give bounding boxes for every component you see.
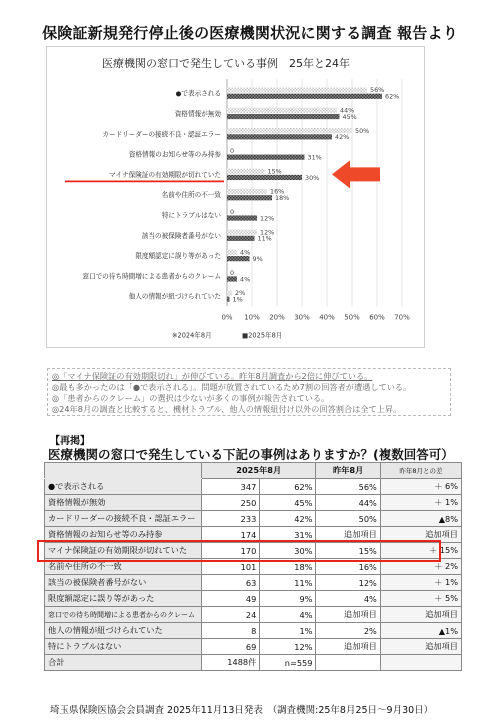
table-row bbox=[45, 575, 462, 591]
bar-2025 bbox=[227, 134, 332, 139]
row-percent: 4% bbox=[260, 607, 316, 623]
row-count: 170 bbox=[202, 543, 260, 559]
highlight-arrow bbox=[332, 160, 380, 188]
data-label-2024: 0 bbox=[230, 268, 235, 277]
table-row bbox=[45, 591, 462, 607]
row-count: 101 bbox=[202, 559, 260, 575]
data-label-2025: 42% bbox=[335, 133, 350, 142]
row-diff bbox=[380, 655, 461, 671]
data-label-2024: 15% bbox=[267, 167, 282, 176]
bar-2025 bbox=[227, 297, 230, 302]
row-percent: 1% bbox=[260, 623, 316, 639]
row-percent: 45% bbox=[260, 495, 316, 511]
row-percent: 31% bbox=[260, 527, 316, 543]
row-label: ●で表示される bbox=[45, 479, 202, 495]
bar-2025 bbox=[227, 195, 272, 200]
bar-2024 bbox=[227, 230, 257, 235]
category-label: 窓口での待ち時間増による患者からのクレーム bbox=[82, 272, 221, 281]
data-label-2025: 1% bbox=[232, 295, 243, 304]
table-row bbox=[45, 623, 462, 639]
row-count: 1488件 bbox=[202, 655, 260, 671]
row-diff: 追加項目 bbox=[380, 527, 461, 543]
note-2: ◎最も多かったのは「●で表示される」。問題が放置されているため7割の回答者が遭遇している。 bbox=[52, 382, 412, 392]
row-prev: 2% bbox=[316, 623, 380, 639]
row-prev: 56% bbox=[316, 479, 380, 495]
table-row bbox=[45, 639, 462, 655]
row-label: 資格情報が無効 bbox=[45, 495, 202, 511]
data-label-2025: 30% bbox=[305, 173, 320, 182]
row-percent: 62% bbox=[260, 479, 316, 495]
data-label-2025: 18% bbox=[275, 194, 290, 203]
row-prev: 追加項目 bbox=[316, 607, 380, 623]
reprint-tag: 【再掲】 bbox=[50, 436, 90, 447]
data-label-2024: 2% bbox=[235, 289, 246, 298]
data-label-2025: 11% bbox=[257, 234, 272, 243]
row-diff: ▲8% bbox=[380, 511, 461, 527]
table-row bbox=[45, 479, 462, 495]
table-row bbox=[45, 655, 462, 671]
row-prev: 12% bbox=[316, 575, 380, 591]
data-label-2024: 56% bbox=[370, 86, 385, 95]
highlight-box bbox=[37, 540, 441, 562]
row-label: 窓口での待ち時間増による患者からのクレーム bbox=[45, 607, 202, 623]
data-label-2024: 0 bbox=[230, 147, 235, 156]
row-label: 合計 bbox=[45, 655, 202, 671]
table-row bbox=[45, 511, 462, 527]
bar-2024 bbox=[227, 128, 352, 133]
question-heading: 医療機関の窓口で発生している下記の事例はありますか？(複数回答可） bbox=[48, 447, 454, 462]
row-percent: 18% bbox=[260, 559, 316, 575]
row-label: 資格情報のお知らせ等のみ持参 bbox=[45, 527, 202, 543]
data-label-2024: 44% bbox=[340, 106, 355, 115]
bar-2025 bbox=[227, 256, 250, 261]
row-percent: 9% bbox=[260, 591, 316, 607]
legend-2024: ※2024年8月 bbox=[172, 331, 212, 340]
bar-2025 bbox=[227, 175, 302, 180]
row-prev bbox=[316, 655, 380, 671]
data-label-2025: 31% bbox=[307, 153, 322, 162]
bar-2024 bbox=[227, 169, 265, 174]
row-diff: 追加項目 bbox=[380, 639, 461, 655]
category-label: 限度額認定に誤り等があった bbox=[135, 252, 221, 261]
data-label-2025: 9% bbox=[252, 254, 263, 263]
x-tick-label: 20% bbox=[269, 313, 285, 322]
row-label: 他人の情報が紐づけられていた bbox=[45, 623, 202, 639]
header-blank bbox=[45, 463, 202, 479]
category-label: 該当の被保険者番号がない bbox=[141, 231, 221, 240]
row-prev: 16% bbox=[316, 559, 380, 575]
bar-2025 bbox=[227, 155, 305, 160]
row-prev: 追加項目 bbox=[316, 527, 380, 543]
row-prev: 50% bbox=[316, 511, 380, 527]
bar-chart bbox=[47, 47, 424, 347]
bar-2024 bbox=[227, 189, 267, 194]
table-body bbox=[45, 479, 462, 671]
x-tick-label: 10% bbox=[244, 313, 260, 322]
row-label: 特にトラブルはない bbox=[45, 639, 202, 655]
results-table bbox=[44, 462, 462, 671]
row-count: 49 bbox=[202, 591, 260, 607]
row-diff: ＋ 1% bbox=[380, 495, 461, 511]
x-tick-label: 40% bbox=[319, 313, 335, 322]
data-label-2025: 4% bbox=[240, 275, 251, 284]
category-label: マイナ保険証の有効期限が切れていた bbox=[109, 170, 221, 179]
row-count: 24 bbox=[202, 607, 260, 623]
bar-2024 bbox=[227, 108, 337, 113]
category-label: ●で表示される bbox=[175, 89, 221, 98]
table-row bbox=[45, 607, 462, 623]
header-diff: 昨年8月との差 bbox=[380, 463, 461, 479]
category-label: 他人の情報が紐づけられていた bbox=[128, 292, 221, 301]
chart-title: 医療機関の窓口で発生している事例 25年と24年 bbox=[102, 57, 350, 70]
row-label: 該当の被保険者番号がない bbox=[45, 575, 202, 591]
row-prev: 4% bbox=[316, 591, 380, 607]
note-1: ◎「マイナ保険証の有効期限切れ」が伸びている。昨年8月調査から2倍に伸びている。 bbox=[52, 371, 373, 381]
notes-box bbox=[47, 368, 451, 416]
bar-2024 bbox=[227, 250, 237, 255]
footer-source: 埼玉県保険医協会会員調査 2025年11月13日発表 （調査機関:25年8月25日～9月30日） bbox=[50, 705, 434, 716]
row-diff: 追加項目 bbox=[380, 607, 461, 623]
x-tick-label: 30% bbox=[294, 313, 310, 322]
category-label: 特にトラブルはない bbox=[161, 211, 221, 220]
row-count: 8 bbox=[202, 623, 260, 639]
data-label-2024: 50% bbox=[355, 126, 370, 135]
note-4: ◎24年8月の調査と比較すると、機材トラブル、他人の情報紐付け以外の回答割合は全て上昇。 bbox=[52, 404, 402, 414]
chart-container bbox=[46, 46, 425, 348]
table-row bbox=[45, 495, 462, 511]
data-label-2024: 0 bbox=[230, 207, 235, 216]
legend-2025: ■2025年8月 bbox=[242, 331, 283, 340]
x-tick-label: 50% bbox=[344, 313, 360, 322]
row-percent: 12% bbox=[260, 639, 316, 655]
row-percent: 30% bbox=[260, 543, 316, 559]
x-tick-label: 0% bbox=[221, 313, 233, 322]
row-count: 347 bbox=[202, 479, 260, 495]
header-2025: 2025年8月 bbox=[202, 463, 316, 479]
row-prev: 44% bbox=[316, 495, 380, 511]
note-3: ◎「患者からのクレーム」の選択は少ないが多くの事例が報告されている。 bbox=[52, 393, 330, 403]
data-label-2024: 4% bbox=[240, 248, 251, 257]
row-percent: 42% bbox=[260, 511, 316, 527]
row-diff: ＋ 1% bbox=[380, 575, 461, 591]
page-title: 保険証新規発行停止後の医療機関状況に関する調査 報告より bbox=[42, 24, 458, 42]
category-label: 資格情報が無効 bbox=[174, 109, 221, 118]
x-tick-label: 70% bbox=[394, 313, 410, 322]
x-tick-label: 60% bbox=[369, 313, 385, 322]
row-prev: 追加項目 bbox=[316, 639, 380, 655]
row-count: 174 bbox=[202, 527, 260, 543]
bar-2025 bbox=[227, 276, 237, 281]
row-diff: ＋ 15% bbox=[380, 543, 461, 559]
header-2024: 昨年8月 bbox=[316, 463, 380, 479]
category-label: 資格情報のお知らせ等のみ持参 bbox=[128, 150, 221, 159]
row-diff: ＋ 6% bbox=[380, 479, 461, 495]
table-header-row bbox=[45, 463, 462, 479]
row-diff: ▲1% bbox=[380, 623, 461, 639]
row-count: 69 bbox=[202, 639, 260, 655]
row-prev: 15% bbox=[316, 543, 380, 559]
row-percent: 11% bbox=[260, 575, 316, 591]
row-label: マイナ保険証の有効期限が切れていた bbox=[45, 543, 202, 559]
row-label: 限度額認定に誤り等があった bbox=[45, 591, 202, 607]
data-label-2025: 45% bbox=[342, 112, 357, 121]
bar-2025 bbox=[227, 94, 382, 99]
bar-2024 bbox=[227, 87, 367, 92]
row-percent: n=559 bbox=[260, 655, 316, 671]
row-diff: ＋ 5% bbox=[380, 591, 461, 607]
row-count: 233 bbox=[202, 511, 260, 527]
category-label: 名前や住所の不一致 bbox=[161, 191, 221, 200]
category-label: カードリーダーの接続不良・認証エラー bbox=[102, 130, 221, 139]
data-label-2025: 12% bbox=[260, 214, 275, 223]
data-label-2024: 16% bbox=[270, 187, 285, 196]
bar-2025 bbox=[227, 215, 257, 220]
data-label-2025: 62% bbox=[385, 92, 400, 101]
row-diff: ＋ 2% bbox=[380, 559, 461, 575]
row-label: 名前や住所の不一致 bbox=[45, 559, 202, 575]
row-count: 250 bbox=[202, 495, 260, 511]
bar-2025 bbox=[227, 114, 340, 119]
bar-2025 bbox=[227, 236, 255, 241]
row-count: 63 bbox=[202, 575, 260, 591]
row-label: カードリーダーの接続不良・認証エラー bbox=[45, 511, 202, 527]
bar-2024 bbox=[227, 290, 232, 295]
data-label-2024: 12% bbox=[260, 228, 275, 237]
